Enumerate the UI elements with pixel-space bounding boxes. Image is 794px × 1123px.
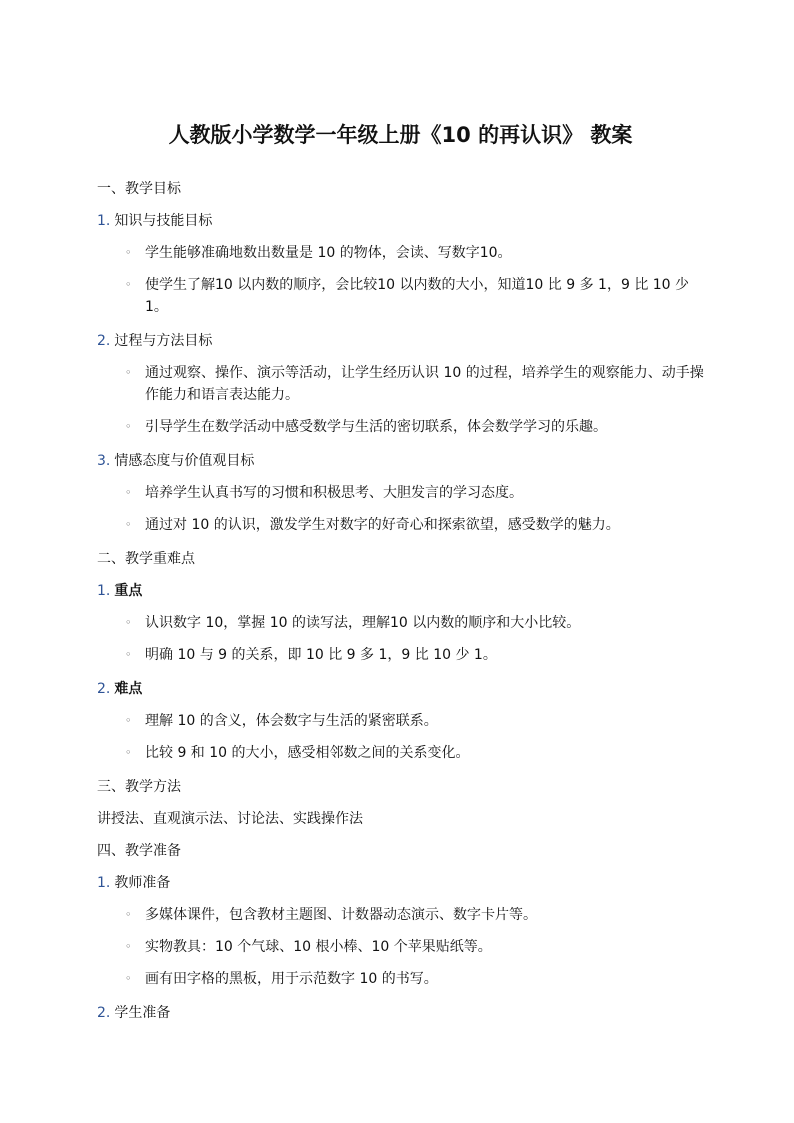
list-item: ◦ 比较 9 和 10 的大小，感受相邻数之间的关系变化。 (97, 742, 704, 764)
bullet-list (97, 362, 704, 438)
numbered-item: 3. 情感态度与价值观目标 (97, 453, 255, 469)
bullet-list (97, 612, 704, 666)
numbered-item: 2. 学生准备 (97, 1005, 171, 1021)
bullet-icon: ◦ (125, 486, 132, 499)
list-item: ◦ 培养学生认真书写的习惯和积极思考、大胆发言的学习态度。 (97, 482, 704, 504)
list-item: ◦ 多媒体课件，包含教材主题图、计数器动态演示、数字卡片等。 (97, 904, 704, 926)
bullet-list (97, 482, 704, 536)
section-heading-objectives: 一、教学目标 (97, 181, 181, 197)
bullet-icon: ◦ (125, 908, 132, 921)
numbered-item: 1. 教师准备 (97, 875, 171, 891)
list-item: ◦ 实物教具：10 个气球、10 根小棒、10 个苹果贴纸等。 (97, 936, 704, 958)
list-item: ◦ 学生能够准确地数出数量是 10 的物体，会读、写数字10。 (97, 242, 704, 264)
numbered-item: 2. 过程与方法目标 (97, 333, 213, 349)
bullet-icon: ◦ (125, 746, 132, 759)
list-item: ◦ 认识数字 10，掌握 10 的读写法，理解10 以内数的顺序和大小比较。 (97, 612, 704, 634)
numbered-item: 1. 重点 (97, 583, 143, 599)
bullet-icon: ◦ (125, 714, 132, 727)
numbered-item: 2. 难点 (97, 681, 143, 697)
bullet-icon: ◦ (125, 420, 132, 433)
section-heading-methods: 三、教学方法 (97, 779, 181, 795)
bullet-icon: ◦ (125, 518, 132, 531)
list-item: ◦ 引导学生在数学活动中感受数学与生活的密切联系，体会数学学习的乐趣。 (97, 416, 704, 438)
methods-text: 讲授法、直观演示法、讨论法、实践操作法 (97, 811, 363, 827)
bullet-icon: ◦ (125, 972, 132, 985)
list-item: ◦ 使学生了解10 以内数的顺序，会比较10 以内数的大小，知道10 比 9 多 1，9 比 10 少 1。 (97, 274, 704, 318)
section-heading-key-points: 二、教学重难点 (97, 551, 195, 567)
numbered-item: 1. 知识与技能目标 (97, 213, 213, 229)
bullet-list (97, 710, 704, 764)
list-item: ◦ 通过观察、操作、演示等活动，让学生经历认识 10 的过程，培养学生的观察能力、动手操作能力和语言表达能力。 (97, 362, 704, 406)
page-title: 人教版小学数学一年级上册《10 的再认识》 教案 (168, 123, 633, 147)
list-item: ◦ 明确 10 与 9 的关系，即 10 比 9 多 1，9 比 10 少 1。 (97, 644, 704, 666)
list-item: ◦ 理解 10 的含义，体会数字与生活的紧密联系。 (97, 710, 704, 732)
section-heading-preparation: 四、教学准备 (97, 843, 181, 859)
bullet-list (97, 242, 704, 318)
bullet-icon: ◦ (125, 940, 132, 953)
bullet-list (97, 904, 704, 990)
bullet-icon: ◦ (125, 278, 132, 291)
bullet-icon: ◦ (125, 246, 132, 259)
bullet-icon: ◦ (125, 616, 132, 629)
bullet-icon: ◦ (125, 648, 132, 661)
bullet-icon: ◦ (125, 366, 132, 379)
list-item: ◦ 通过对 10 的认识，激发学生对数字的好奇心和探索欲望，感受数学的魅力。 (97, 514, 704, 536)
list-item: ◦ 画有田字格的黑板，用于示范数字 10 的书写。 (97, 968, 704, 990)
